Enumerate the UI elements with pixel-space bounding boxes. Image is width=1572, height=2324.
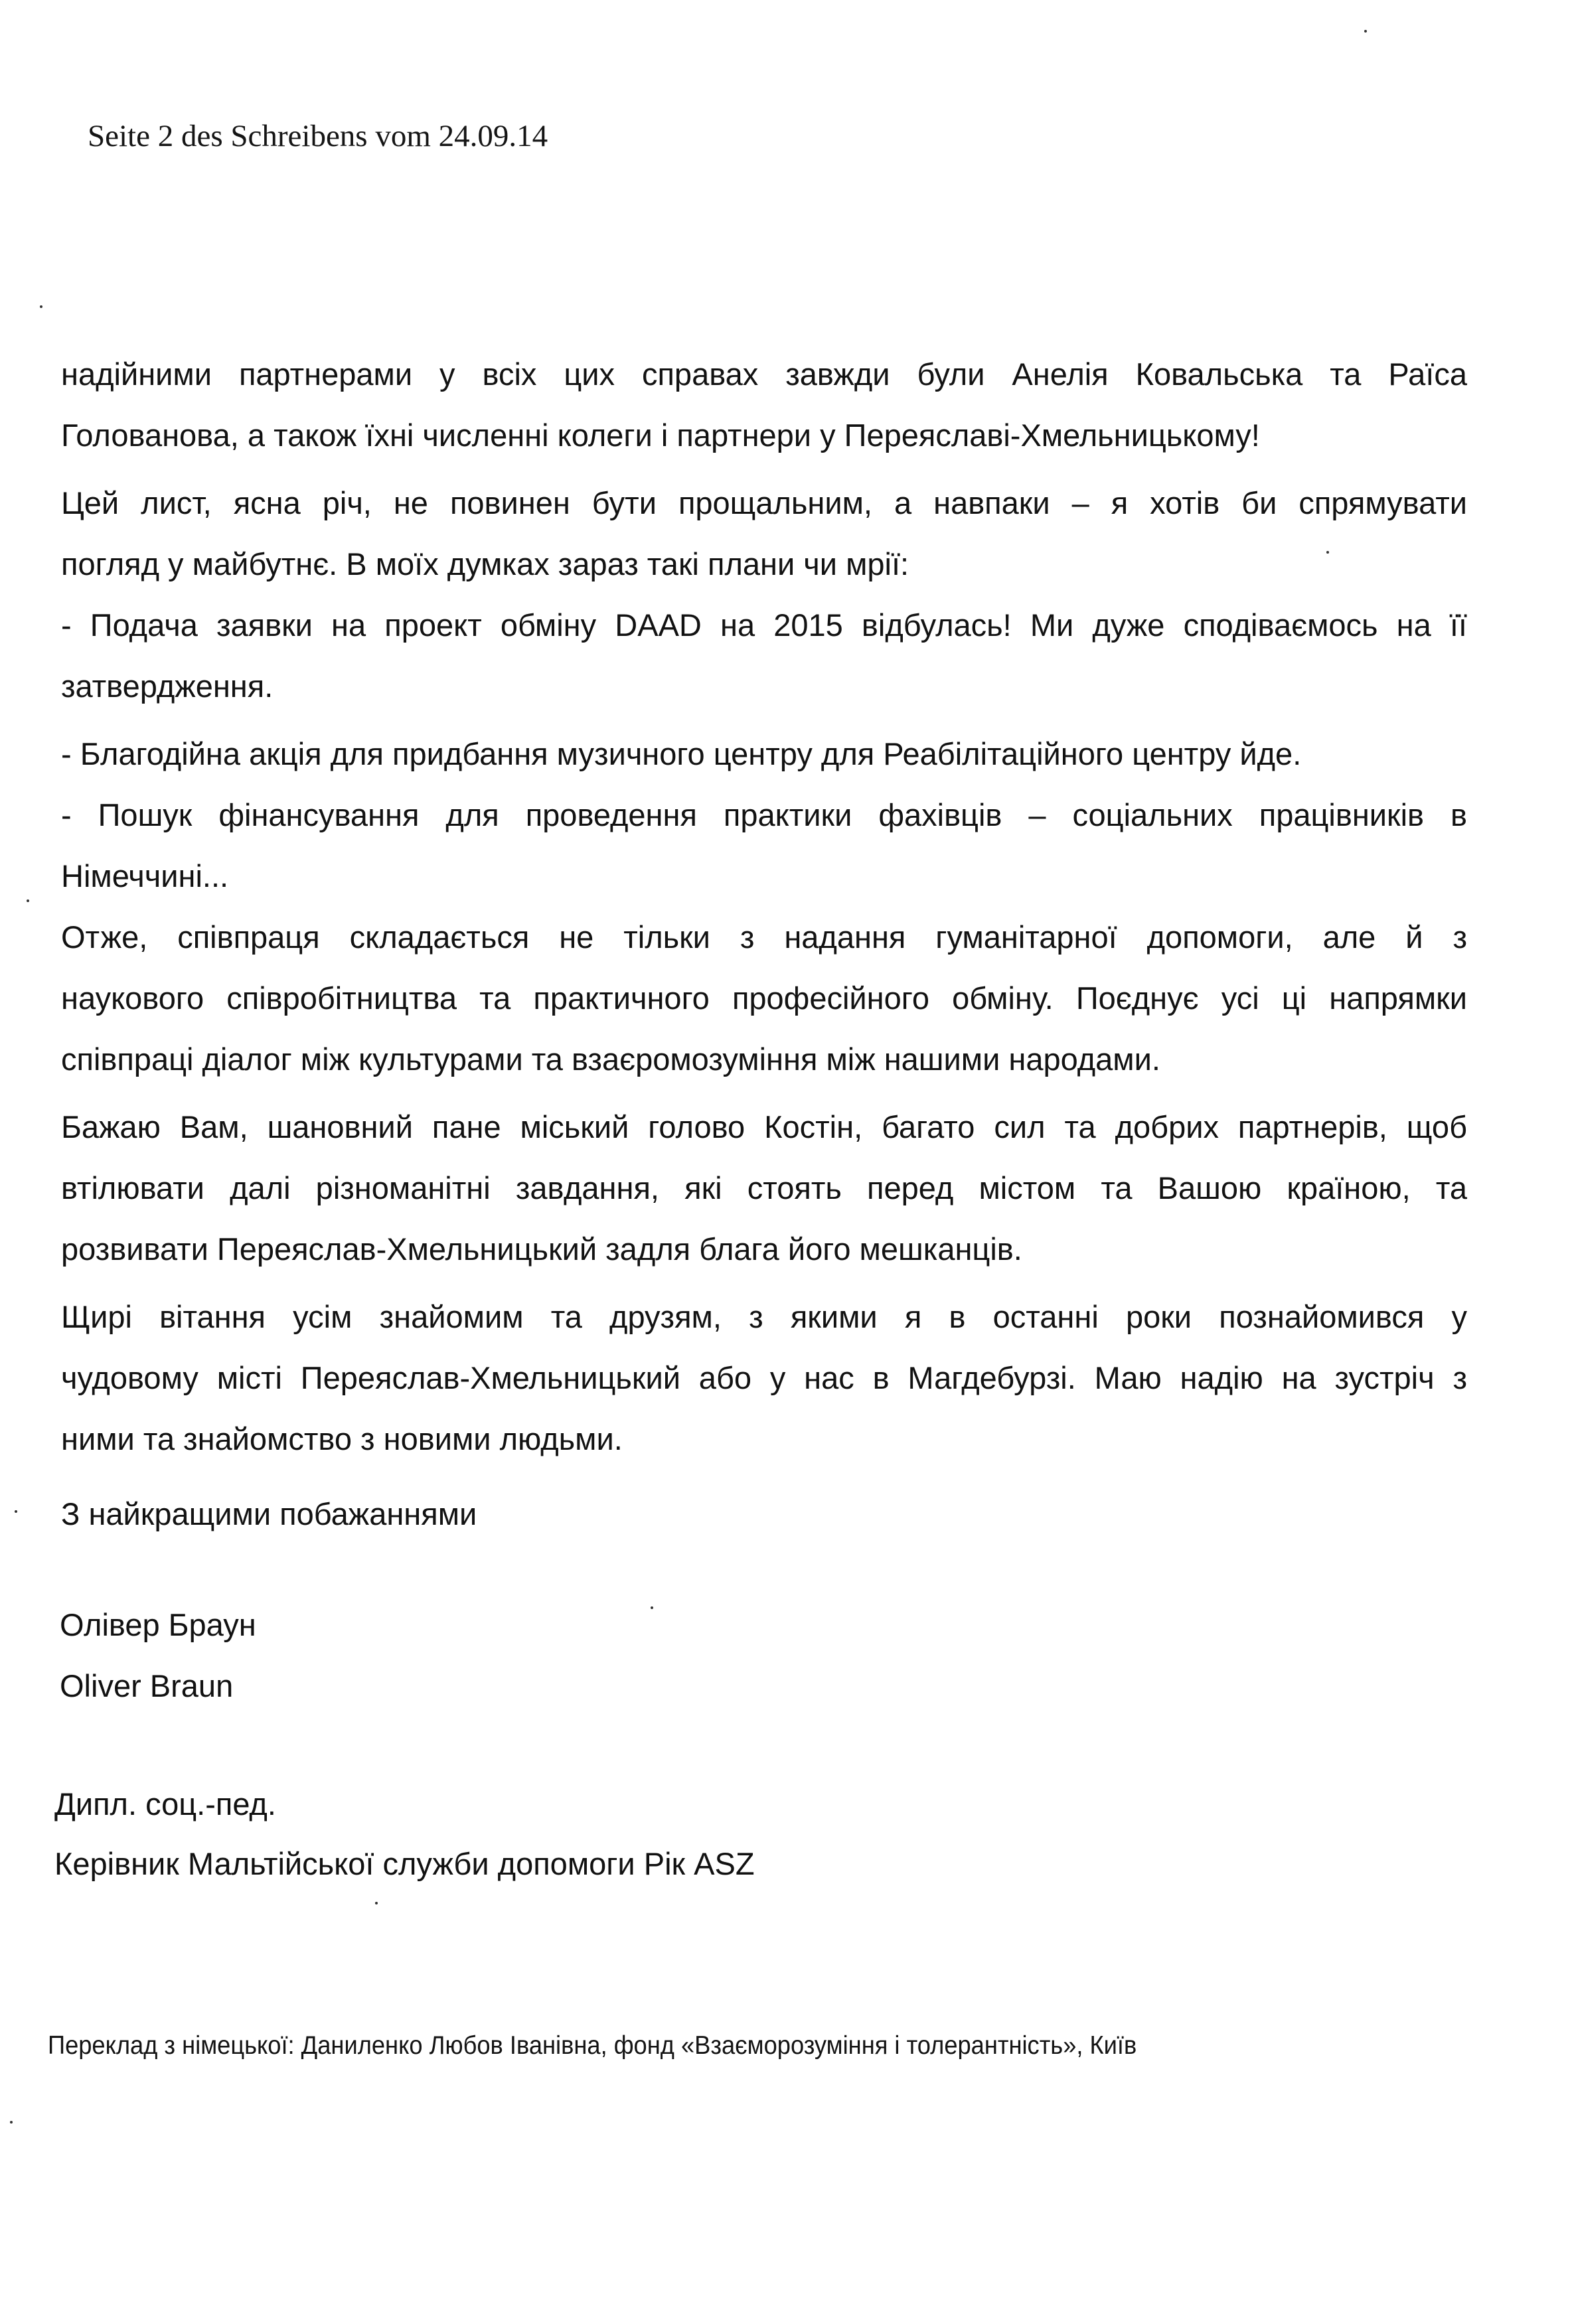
paragraph-greetings — [61, 1286, 1467, 1470]
body-line: чудовому місті Переяслав-Хмельницький або у нас в Магдебурзі. Маю надію на зустріч з — [61, 1360, 1467, 1395]
signature-name-german: Oliver Braun — [60, 1668, 234, 1703]
letter-body — [61, 344, 1467, 1470]
scan-speck — [10, 2121, 13, 2124]
body-line: Щирі вітання усім знайомим та друзям, з якими я в останні роки познайомився у — [61, 1299, 1467, 1334]
body-line: Цей лист, ясна річ, не повинен бути прощальним, а навпаки – я хотів би спрямувати — [61, 485, 1467, 520]
body-line: Отже, співпраця складається не тільки з надання гуманітарної допомоги, але й з — [61, 919, 1467, 955]
scan-speck — [27, 899, 29, 902]
body-line: втілювати далі різноманітні завдання, які стоять перед містом та Вашою країною, та — [61, 1170, 1467, 1205]
plan-item-daad: - Подача заявки на проект обміну DAAD на 2015 відбулась! Ми дуже сподіваємось на її — [61, 607, 1467, 643]
closing-salutation: З найкращими побажаннями — [61, 1496, 477, 1531]
signature-degree: Дипл. соц.-пед. — [54, 1786, 276, 1821]
signature-name-ukrainian: Олівер Браун — [60, 1607, 256, 1642]
plan-item-funding: - Пошук фінансування для проведення практики фахівців – соціальних працівників в — [61, 797, 1467, 832]
body-line: наукового співробітництва та практичного професійного обміну. Поєднує усі ці напрямки — [61, 980, 1467, 1016]
body-line: співпраці діалог між культурами та взаєромозуміння між нашими народами. — [61, 1042, 1160, 1077]
paragraph-future-plans — [61, 473, 1467, 1090]
body-line: ними та знайомство з новими людьми. — [61, 1421, 623, 1456]
body-line: Німеччині... — [61, 858, 229, 893]
page-reference-header: Seite 2 des Schreibens vom 24.09.14 — [88, 119, 548, 153]
body-line: Голованова, а також їхні численні колеги і партнери у Переяславі-Хмельницькому! — [61, 418, 1260, 453]
scan-speck — [1364, 30, 1367, 33]
body-line: розвивати Переяслав-Хмельницький задля блага його мешканців. — [61, 1231, 1022, 1267]
plan-item-charity: - Благодійна акція для придбання музичного центру для Реабілітаційного центру йде. — [61, 736, 1302, 771]
body-line: надійними партнерами у всіх цих справах завжди були Анелія Ковальська та Раїса — [61, 356, 1467, 392]
body-line: погляд у майбутнє. В моїх думках зараз такі плани чи мрії: — [61, 546, 909, 581]
scan-speck — [40, 305, 42, 308]
scan-speck — [1326, 551, 1329, 554]
paragraph-partners — [61, 344, 1467, 466]
scan-speck — [375, 1902, 378, 1904]
signature-role: Керівник Мальтійської служби допомоги Рік ASZ — [54, 1846, 755, 1881]
translation-footnote: Переклад з німецької: Даниленко Любов Іванівна, фонд «Взаєморозуміння і толерантність», Київ — [48, 2031, 1137, 2060]
body-line: затвердження. — [61, 668, 274, 704]
paragraph-wishes — [61, 1097, 1467, 1280]
scan-speck — [651, 1606, 653, 1609]
scan-speck — [15, 1510, 17, 1513]
body-line: Бажаю Вам, шановний пане міський голово Костін, багато сил та добрих партнерів, щоб — [61, 1109, 1467, 1144]
